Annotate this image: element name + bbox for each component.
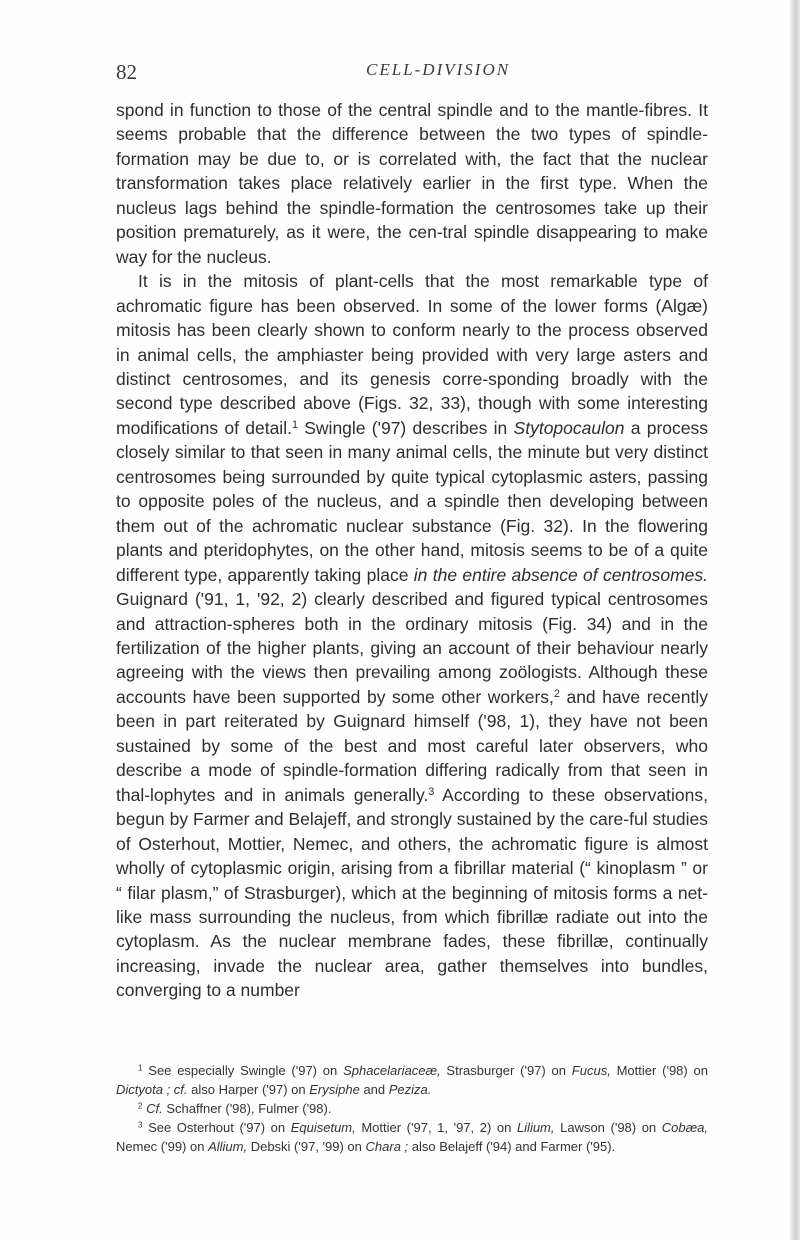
taxon-name: Dictyota ; cf. [116,1082,188,1097]
text-run: See especially Swingle ('97) on [142,1063,344,1078]
footnote-number: 1 [138,1063,143,1073]
text-run: also Harper ('97) on [187,1082,310,1097]
taxon-name: Cobæa, [661,1120,708,1135]
taxon-name: Chara ; [365,1139,409,1154]
text-run: It is in the mitosis of plant-cells that the most remarkable type of achromatic figure has been observed. In some of the lower forms (Algæ) mitosis has been clearly shown to conform nearly to the process observed in animal cells, the amphiaster being provided with very large asters and distinct centrosomes, and its genesis corre-sponding broadly with the second type described above (Figs. 32, 33), though with some interesting modifications of detail. [116,271,708,438]
text-run: Strasburger ('97) on [440,1063,572,1078]
text-run: and [359,1082,389,1097]
text-run: Nemec ('99) on [116,1139,209,1154]
taxon-name: Sphacelariaceæ, [343,1063,441,1078]
paragraph-1 [116,98,708,269]
footnote-2 [116,1099,708,1118]
taxon-name: Lilium, [516,1120,555,1135]
taxon-name: Peziza. [388,1082,432,1097]
footnote-ref-1[interactable]: 1 [291,418,298,431]
taxon-name: Erysiphe [309,1082,360,1097]
taxon-name: Allium, [208,1139,248,1154]
footnote-ref-2[interactable]: 2 [553,687,560,700]
footnote-number: 2 [138,1101,143,1111]
text-run: Lawson ('98) on [554,1120,662,1135]
taxon-name: Fucus, [571,1063,611,1078]
page-number: 82 [116,60,137,84]
footnote-ref-3[interactable]: 3 [428,785,435,798]
page-header [116,60,708,90]
text-run: Mottier ('98) on [610,1063,708,1078]
paragraph-2 [116,269,708,1003]
footnote-1 [116,1061,708,1099]
paragraph-1-text: spond in function to those of the central spindle and to the mantle-fibres. It seems probable that the difference between the two types of spindle-formation may be due to, or is correlated with, the fact that the nuclear transformation takes place relatively earlier in the first type. When the nucleus lags behind the spindle-formation the centrosomes take up their position prematurely, as it were, the cen-tral spindle disappearing to make way for the nucleus. [116,100,708,267]
taxon-name: Equisetum, [290,1120,356,1135]
footnotes [116,1061,708,1156]
text-run: Mottier ('97, 1, '97, 2) on [355,1120,517,1135]
emphasis: Cf. [146,1101,163,1116]
running-head: CELL-DIVISION [366,60,511,79]
footnote-number: 3 [138,1120,143,1130]
text-run: See Osterhout ('97) on [142,1120,291,1135]
text-run: Swingle ('97) describes in [297,417,514,438]
text-run: a process closely similar to that seen in many animal cells, the minute but very distinct centrosomes being surrounded by quite typical cytoplasmic asters, passing to opposite poles of the nucleus, and a spindle then developing between them out of the achromatic nuclear substance (Fig. 32). In the flowering plants and pteridophytes, on the other hand, mitosis seems to be of a quite different type, apparently taking place [116,417,708,585]
body-text [116,98,708,1003]
text-run: and have recently been in part reiterated by Guignard himself ('98, 1), they have not been sustained by some of the best and most careful later observers, who describe a mode of spindle-formation differing radically from that seen in thal-lophytes and in animals generally. [116,686,708,805]
footnote-3 [116,1118,708,1156]
taxon-name: Stytopocaulon [513,417,625,438]
text-run: Guignard ('91, 1, '92, 2) clearly described and figured typical centrosomes and attraction-spheres both in the ordinary mitosis (Fig. 34) and in the fertilization of the higher plants, giving an account of their behaviour nearly agreeing with the views then prevailing among zoölogists. Although these accounts have been supported by some other workers, [116,589,708,707]
text-run: also Belajeff ('94) and Farmer ('95). [408,1139,616,1154]
emphasis-phrase: in the entire absence of centrosomes. [413,564,708,585]
text-run: According to these observations, begun by Farmer and Belajeff, and strongly sustained by the care-ful studies of Osterhout, Mottier, Nemec, and others, the achromatic figure is almost wholly of cytoplasmic origin, arising from a fibrillar material (“ kinoplasm ” or “ filar plasm,” of Strasburger), which at the beginning of mitosis forms a net-like mass surrounding the nucleus, from which fibrillæ radiate out into the cytoplasm. As the nuclear membrane fades, these fibrillæ, continually increasing, invade the nuclear area, gather themselves into bundles, converging to a number [116,784,709,1001]
text-run: Schaffner ('98), Fulmer ('98). [162,1101,332,1116]
text-run: Debski ('97, '99) on [247,1139,366,1154]
page-edge-shadow [790,0,800,1240]
